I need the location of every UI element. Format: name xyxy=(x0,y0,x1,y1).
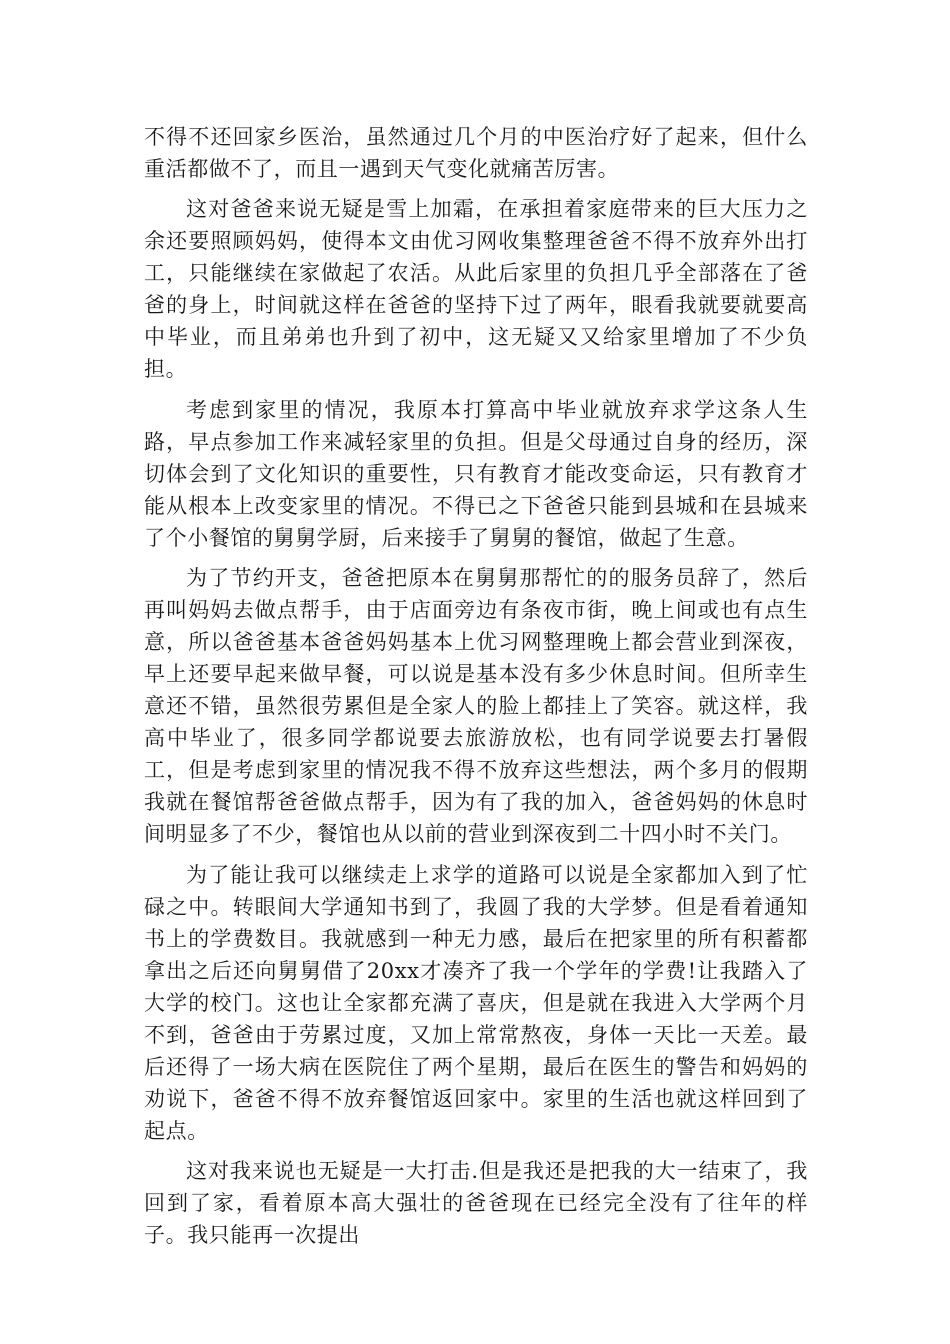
paragraph-1: 不得不还回家乡医治，虽然通过几个月的中医治疗好了起来，但什么重活都做不了，而且一遇到天气变化就痛苦厉害。 xyxy=(144,125,808,181)
paragraph-5: 为了能让我可以继续走上求学的道路可以说是全家都加入到了忙碌之中。转眼间大学通知书到了，我圆了我的大学梦。但是看着通知书上的学费数目。我就感到一种无力感，最后在把家里的所有积蓄都拿出之后还向舅舅借了20xx才凑齐了我一个学年的学费!让我踏入了大学的校门。这也让全家都充满了喜庆，但是就在我进入大学两个月不到，爸爸由于劳累过度，又加上常常熬夜，身体一天比一天差。最后还得了一场大病在医院住了两个星期，最后在医生的警告和妈妈的劝说下，爸爸不得不放弃餐馆返回家中。家里的生活也就这样回到了起点。 xyxy=(144,862,808,1143)
paragraph-6: 这对我来说也无疑是一大打击.但是我还是把我的大一结束了，我回到了家，看着原本高大强壮的爸爸现在已经完全没有了往年的样子。我只能再一次提出 xyxy=(144,1158,808,1247)
paragraph-4: 为了节约开支，爸爸把原本在舅舅那帮忙的的服务员辞了，然后再叫妈妈去做点帮手，由于店面旁边有条夜市街，晚上间或也有点生意，所以爸爸基本爸爸妈妈基本上优习网整理晚上都会营业到深夜，早上还要早起来做早餐，可以说是基本没有多少休息时间。但所幸生意还不错，虽然很劳累但是全家人的脸上都挂上了笑容。就这样，我高中毕业了，很多同学都说要去旅游放松，也有同学说要去打暑假工，但是考虑到家里的情况我不得不放弃这些想法，两个多月的假期我就在餐馆帮爸爸做点帮手，因为有了我的加入，爸爸妈妈的休息时间明显多了不少，餐馆也从以前的营业到深夜到二十四小时不关门。 xyxy=(144,566,808,847)
paragraph-3: 考虑到家里的情况，我原本打算高中毕业就放弃求学这条人生路，早点参加工作来减轻家里的负担。但是父母通过自身的经历，深切体会到了文化知识的重要性，只有教育才能改变命运，只有教育才能从根本上改变家里的情况。不得已之下爸爸只能到县城和在县城来了个小餐馆的舅舅学厨，后来接手了舅舅的餐馆，做起了生意。 xyxy=(144,397,808,550)
document-body xyxy=(144,121,808,1251)
paragraph-2: 这对爸爸来说无疑是雪上加霜，在承担着家庭带来的巨大压力之余还要照顾妈妈，使得本文由优习网收集整理爸爸不得不放弃外出打工，只能继续在家做起了农活。从此后家里的负担几乎全部落在了爸爸的身上，时间就这样在爸爸的坚持下过了两年，眼看我就要就要高中毕业，而且弟弟也升到了初中，这无疑又又给家里增加了不少负担。 xyxy=(144,197,808,382)
